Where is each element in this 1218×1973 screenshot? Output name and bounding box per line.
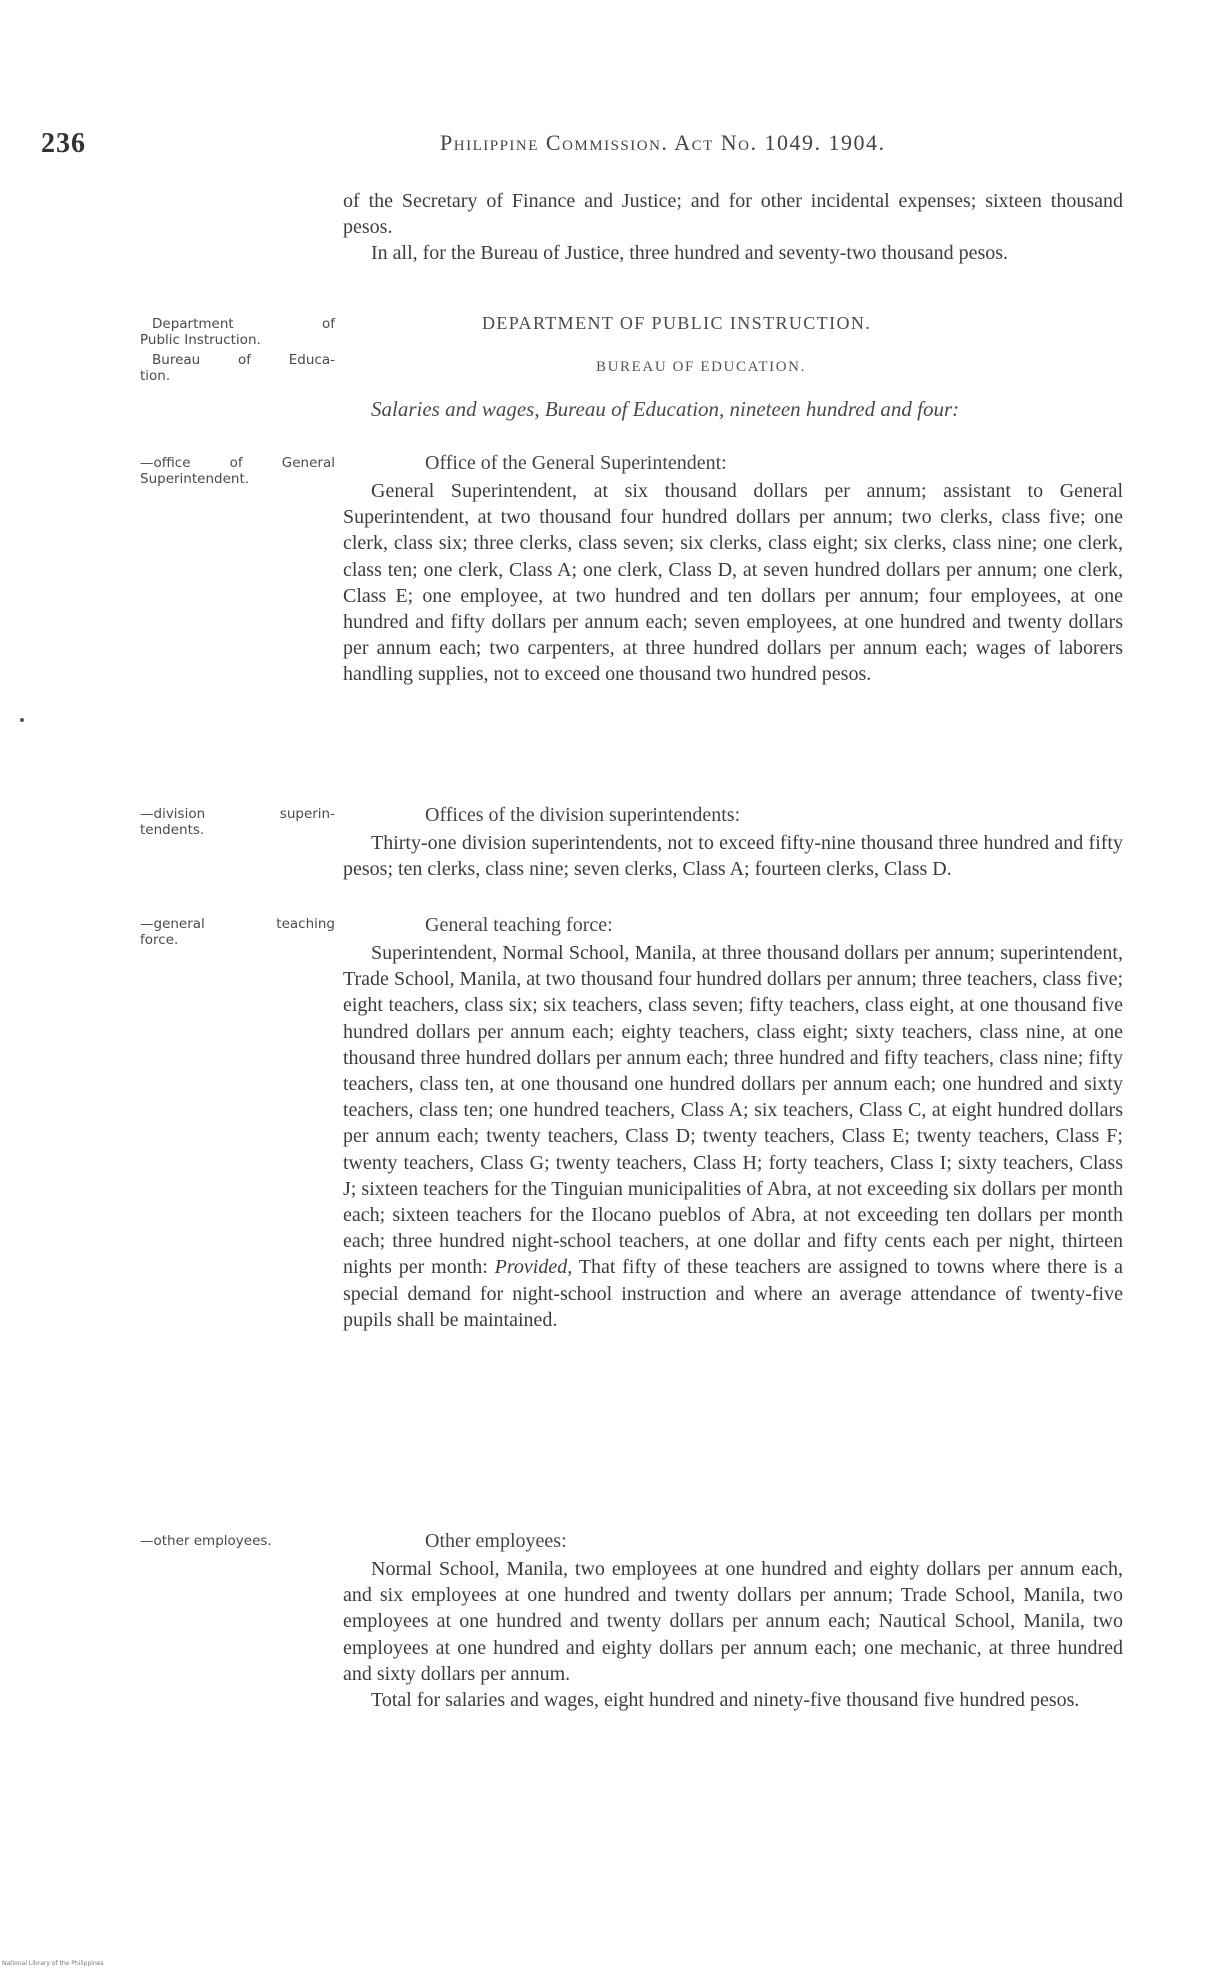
continuation-paragraph: of the Secretary of Finance and Justice; and for other incidental expenses; sixteen thousand pesos. — [343, 190, 1123, 239]
margin-note-department-line2: Public Instruction. — [140, 332, 261, 348]
division-paragraph: Thirty-one division superintendents, not to exceed fifty-nine thousand three hundred and fifty pesos; ten clerks, class nine; seven clerks, Class A; fourteen clerks, Class D. — [343, 832, 1123, 881]
margin-note-bureau — [140, 352, 335, 384]
gen-super-heading: Office of the General Superintendent: — [425, 452, 727, 474]
margin-note-division — [140, 806, 335, 838]
margin-note-gen-super-line2: Superintendent. — [140, 471, 250, 487]
margin-note-department-line1: Department of — [152, 316, 335, 332]
running-head: Philippine Commission. Act No. 1049. 1904. — [440, 130, 886, 155]
margin-note-teaching-line2: force. — [140, 932, 179, 948]
total-paragraph: Total for salaries and wages, eight hundred and ninety-five thousand five hundred pesos. — [371, 1689, 1080, 1712]
margin-note-teaching-line1: —general teaching — [140, 916, 335, 932]
margin-note-bureau-line2: tion. — [140, 368, 171, 384]
margin-note-division-line1: —division superin- — [140, 806, 335, 822]
teaching-text-a: Superintendent, Normal School, Manila, at three thousand dollars per annum; superintendent, Trade School, Manila, at two thousand four hundred dollars per annum; three teachers, class five; eight teachers, class six; six teachers, class seven; fifty teachers, class eight, at one thousand five hundred dollars per annum each; eighty teachers, class eight; sixty teachers, class nine, at one thousand three hundred dollars per annum each; three hundred and fifty teachers, class nine; fifty teachers, class ten, at one thousand one hundred dollars per annum each; one hundred and sixty teachers, class ten; one hundred teachers, Class A; six teachers, Class C, at eight hundred dollars per annum each; twenty teachers, Class D; twenty teachers, Class E; twenty teachers, Class F; twenty teachers, Class G; twenty teachers, Class H; forty teachers, Class I; sixty teachers, Class J; sixteen teachers for the Tinguian municipalities of Abra, at not exceeding six dollars per month each; sixteen teachers for the Ilocano pueblos of Abra, at not exceeding ten dollars per month each; three hundred night-school teachers, at one dollar and fifty cents each per night, thirteen nights per month: — [343, 942, 1123, 1279]
margin-note-bureau-line1: Bureau of Educa- — [152, 352, 335, 368]
scan-speck — [20, 718, 24, 722]
margin-note-department — [140, 316, 335, 348]
other-heading: Other employees: — [425, 1530, 567, 1552]
other-paragraph: Normal School, Manila, two employees at one hundred and eighty dollars per annum each, and six employees at one hundred and twenty dollars per annum; Trade School, Manila, two employees at one hundred and twenty dollars per annum each; Nautical School, Manila, two employees at one hundred and eighty dollars per annum each; one mechanic, at three hundred and sixty dollars per annum. — [343, 1558, 1123, 1685]
teaching-paragraph — [343, 940, 1123, 1333]
salaries-title: Salaries and wages, Bureau of Education, nineteen hundred and four: — [371, 397, 960, 421]
provided-word: Provided, — [494, 1256, 573, 1279]
margin-note-teaching — [140, 916, 335, 948]
continuation-block — [343, 188, 1123, 267]
in-all-paragraph: In all, for the Bureau of Justice, three hundred and seventy-two thousand pesos. — [371, 242, 1009, 265]
department-heading: DEPARTMENT OF PUBLIC INSTRUCTION. — [482, 313, 872, 333]
division-heading: Offices of the division superintendents: — [425, 804, 741, 826]
other-block — [343, 1556, 1123, 1713]
teaching-block — [343, 940, 1123, 1333]
gen-super-paragraph: General Superintendent, at six thousand dollars per annum; assistant to General Superintendent, at two thousand four hundred dollars per annum; two clerks, class five; one clerk, class six; three clerks, class seven; six clerks, class eight; six clerks, class nine; one clerk, class ten; one clerk, Class A; one clerk, Class D, at seven hundred dollars per annum; one clerk, Class E; one employee, at two hundred and ten dollars per annum; four employees, at one hundred and fifty dollars per annum each; seven employees, at one hundred and twenty dollars per annum each; two carpenters, at three hundred dollars per annum each; wages of laborers handling supplies, not to exceed one thousand two hundred pesos. — [343, 480, 1123, 686]
gen-super-block — [343, 478, 1123, 688]
margin-note-division-line2: tendents. — [140, 822, 205, 838]
margin-note-general-superintendent — [140, 455, 335, 487]
teaching-heading: General teaching force: — [425, 914, 613, 936]
division-block — [343, 830, 1123, 882]
bureau-heading: BUREAU OF EDUCATION. — [596, 359, 806, 375]
teaching-text-b: That fifty of these teachers are assigned to towns where there is a special demand for night-school instruction and where an average attendance of twenty-five pupils shall be maintained. — [343, 1256, 1124, 1331]
margin-note-gen-super-line1: —office of General — [140, 455, 335, 471]
margin-note-other-line: —other employees. — [140, 1533, 272, 1549]
page-number: 236 — [41, 128, 86, 159]
footer-imprint: National Library of the Philippines — [2, 1960, 104, 1967]
margin-note-other — [140, 1533, 335, 1549]
